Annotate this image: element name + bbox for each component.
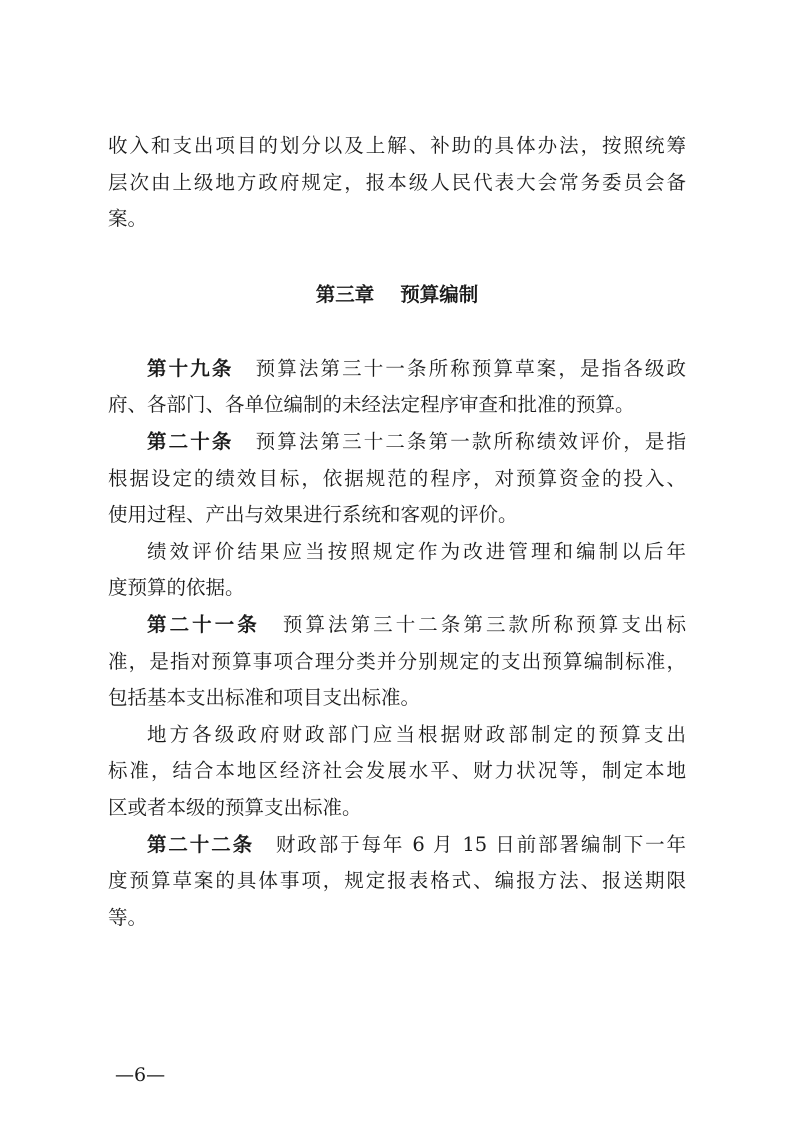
article-text: 财政部于每年 6 月 15 日前部署编制下一年 (274, 832, 686, 856)
article-19-first-line (108, 351, 686, 388)
text-line: 标准，结合本地区经济社会发展水平、财力状况等，制定本地 (108, 759, 686, 783)
page-number: —6— (115, 1064, 166, 1086)
article-label: 第二十一条 (147, 612, 260, 636)
chapter-heading (108, 277, 686, 313)
article-label: 第二十条 (147, 429, 234, 453)
text-line: 度预算草案的具体事项，规定报表格式、编报方法、报送期限 (108, 869, 686, 893)
article-text: 预算法第三十一条所称预算草案，是指各级政 (253, 356, 686, 380)
article-21-first-line (108, 607, 686, 644)
text-line: 使用过程、产出与效果进行系统和客观的评价。 (108, 503, 518, 527)
text-line: 收入和支出项目的划分以及上解、补助的具体办法，按照统筹 (108, 134, 686, 157)
article-label: 第二十二条 (147, 832, 254, 856)
text-line: 绩效评价结果应当按照规定作为改进管理和编制以后年 (147, 539, 686, 563)
text-line: 等。 (108, 905, 148, 929)
article-text: 预算法第三十二条第一款所称绩效评价，是指 (253, 429, 686, 453)
text-line: 层次由上级地方政府规定，报本级人民代表大会常务委员会备 (108, 170, 686, 194)
text-line: 根据设定的绩效目标，依据规范的程序，对预算资金的投入、 (108, 466, 686, 490)
text-line: 准，是指对预算事项合理分类并分别规定的支出预算编制标准， (108, 649, 686, 673)
chapter-title: 预算编制 (400, 282, 479, 306)
text-line: 府、各部门、各单位编制的未经法定程序审查和批准的预算。 (108, 393, 635, 417)
text-line: 地方各级政府财政部门应当根据财政部制定的预算支出 (147, 722, 686, 746)
text-line: 区或者本级的预算支出标准。 (108, 795, 362, 819)
article-text: 预算法第三十二条第三款所称预算支出标 (279, 612, 686, 636)
article-label: 第十九条 (147, 356, 234, 380)
article-22-first-line (108, 827, 686, 864)
article-20-first-line (108, 424, 686, 461)
text-line: 包括基本支出标准和项目支出标准。 (108, 686, 421, 710)
body-text (108, 128, 686, 936)
text-line: 案。 (108, 207, 148, 231)
chapter-label: 第三章 (315, 282, 375, 306)
text-line: 度预算的依据。 (108, 576, 245, 600)
